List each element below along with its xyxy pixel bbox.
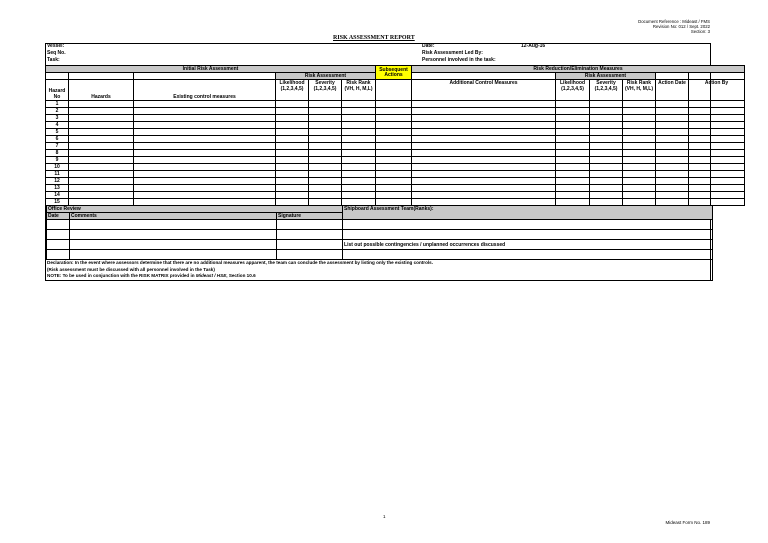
led-by-label: Risk Assessment Led By: xyxy=(422,50,483,56)
hazard-row xyxy=(46,143,745,150)
hazard-cell[interactable] xyxy=(556,171,590,178)
hazard-cell[interactable] xyxy=(656,122,689,129)
hazard-cell[interactable] xyxy=(309,115,342,122)
hazard-cell[interactable] xyxy=(412,185,556,192)
hazard-cell[interactable] xyxy=(134,129,276,136)
hazard-cell[interactable] xyxy=(412,122,556,129)
hazard-row xyxy=(46,157,745,164)
hazard-cell[interactable] xyxy=(689,101,745,108)
hazard-cell[interactable] xyxy=(656,157,689,164)
hazard-cell[interactable] xyxy=(590,108,623,115)
hazard-cell[interactable] xyxy=(556,150,590,157)
initial-risk-header: Initial Risk Assessment xyxy=(46,66,376,73)
hazard-cell[interactable] xyxy=(623,150,656,157)
hazard-cell[interactable] xyxy=(623,143,656,150)
hazard-cell[interactable] xyxy=(689,164,745,171)
reduced-likelihood-header: Likelihood (1,2,3,4,5) xyxy=(556,80,590,101)
reduction-risk-assessment-subheader: Risk Assessment xyxy=(556,73,656,80)
hazard-cell[interactable] xyxy=(134,157,276,164)
hazard-number: 7 xyxy=(46,143,69,150)
hazard-cell[interactable] xyxy=(134,178,276,185)
reduction-header: Risk Reduction/Elimination Measures xyxy=(412,66,745,73)
hazard-cell[interactable] xyxy=(689,143,745,150)
hazard-cell[interactable] xyxy=(276,101,309,108)
hazard-cell[interactable] xyxy=(412,108,556,115)
risk-matrix-note: NOTE: To be used in conjunction with the RISK MATRIX provided in Mideast / HSE, Section 10.6 xyxy=(47,273,256,278)
date-label: Date: xyxy=(422,43,435,49)
hazard-cell[interactable] xyxy=(412,136,556,143)
hazard-cell[interactable] xyxy=(376,136,412,143)
hazard-cell[interactable] xyxy=(276,192,309,199)
hazard-cell[interactable] xyxy=(309,108,342,115)
hazard-number: 10 xyxy=(46,164,69,171)
declaration-block xyxy=(46,260,712,280)
hazard-row xyxy=(46,192,745,199)
date-column-label: Date xyxy=(47,213,70,220)
hazard-cell[interactable] xyxy=(556,101,590,108)
hazard-cell[interactable] xyxy=(342,115,376,122)
hazard-cell[interactable] xyxy=(342,185,376,192)
hazard-number: 14 xyxy=(46,192,69,199)
hazard-cell[interactable] xyxy=(556,178,590,185)
declaration-text: Declaration: In the event where assessors determine that there are no additional measures apparent, the team can conclude the assessment by listing only the existing controls. xyxy=(47,260,433,265)
subsequent-actions-header: Subsequent Actions xyxy=(376,66,412,80)
additional-controls-header: Additional Control Measures xyxy=(412,80,556,101)
hazard-cell[interactable] xyxy=(590,192,623,199)
hazard-cell[interactable] xyxy=(412,171,556,178)
hazard-cell[interactable] xyxy=(656,108,689,115)
hazard-cell[interactable] xyxy=(689,108,745,115)
hazard-cell[interactable] xyxy=(623,129,656,136)
hazard-cell[interactable] xyxy=(342,192,376,199)
hazard-cell[interactable] xyxy=(590,122,623,129)
hazard-row xyxy=(46,136,745,143)
hazard-cell[interactable] xyxy=(412,178,556,185)
hazard-cell[interactable] xyxy=(276,164,309,171)
reduced-risk-rank-header: Risk Rank (VH, H, M,L) xyxy=(623,80,656,101)
hazard-cell[interactable] xyxy=(69,115,134,122)
hazard-cell[interactable] xyxy=(69,108,134,115)
hazard-cell[interactable] xyxy=(342,122,376,129)
hazard-cell[interactable] xyxy=(134,185,276,192)
hazard-cell[interactable] xyxy=(276,136,309,143)
initial-risk-assessment-subheader: Risk Assessment xyxy=(276,73,376,80)
risk-assessment-table xyxy=(45,65,745,206)
hazard-cell[interactable] xyxy=(656,115,689,122)
hazard-cell[interactable] xyxy=(309,143,342,150)
hazard-row xyxy=(46,171,745,178)
seq-no-label: Seq No. xyxy=(47,50,66,56)
hazard-cell[interactable] xyxy=(309,129,342,136)
hazard-row xyxy=(46,129,745,136)
task-label: Task: xyxy=(47,57,60,63)
hazard-cell[interactable] xyxy=(69,192,134,199)
bottom-section xyxy=(45,205,713,281)
hazard-cell[interactable] xyxy=(134,192,276,199)
revision-line: Revision No: 012 / Sept. 2022 xyxy=(652,24,710,29)
office-review-label: Office Review xyxy=(47,206,343,213)
hazard-cell[interactable] xyxy=(556,115,590,122)
hazard-cell[interactable] xyxy=(376,122,412,129)
hazard-cell[interactable] xyxy=(623,157,656,164)
hazard-cell[interactable] xyxy=(309,178,342,185)
hazard-number: 11 xyxy=(46,171,69,178)
review-date-cell[interactable] xyxy=(47,220,70,230)
hazard-cell[interactable] xyxy=(623,171,656,178)
hazard-cell[interactable] xyxy=(376,129,412,136)
comments-column-label: Comments xyxy=(70,213,277,220)
section-line: Section: 3 xyxy=(690,29,710,34)
hazard-cell[interactable] xyxy=(590,129,623,136)
hazard-cell[interactable] xyxy=(69,164,134,171)
hazard-cell[interactable] xyxy=(412,157,556,164)
hazard-number: 2 xyxy=(46,108,69,115)
shipboard-team-label: Shipboard Assessment Team(Ranks): xyxy=(343,206,713,220)
hazard-cell[interactable] xyxy=(309,122,342,129)
hazard-cell[interactable] xyxy=(412,150,556,157)
hazard-row xyxy=(46,150,745,157)
hazard-cell[interactable] xyxy=(276,150,309,157)
action-date-header: Action Date xyxy=(656,80,689,101)
hazard-cell[interactable] xyxy=(69,178,134,185)
hazard-row xyxy=(46,108,745,115)
hazard-cell[interactable] xyxy=(412,129,556,136)
hazard-cell[interactable] xyxy=(309,185,342,192)
hazard-number: 1 xyxy=(46,101,69,108)
hazard-cell[interactable] xyxy=(69,150,134,157)
hazard-cell[interactable] xyxy=(276,157,309,164)
hazards-header: Hazards xyxy=(69,80,134,101)
hazard-row xyxy=(46,122,745,129)
hazard-cell[interactable] xyxy=(69,136,134,143)
document-reference xyxy=(638,19,710,34)
hazard-cell[interactable] xyxy=(276,185,309,192)
hazard-row xyxy=(46,164,745,171)
hazard-cell[interactable] xyxy=(556,108,590,115)
hazard-cell[interactable] xyxy=(556,122,590,129)
doc-ref-line: Document Reference : Mideast / FMS xyxy=(638,19,710,24)
hazard-cell[interactable] xyxy=(342,171,376,178)
hazard-cell[interactable] xyxy=(69,185,134,192)
hazard-cell[interactable] xyxy=(656,129,689,136)
hazard-number: 9 xyxy=(46,157,69,164)
hazard-cell[interactable] xyxy=(309,101,342,108)
hazard-no-header: Hazard No xyxy=(46,80,69,101)
hazard-cell[interactable] xyxy=(623,136,656,143)
hazard-cell[interactable] xyxy=(623,164,656,171)
hazard-cell[interactable] xyxy=(342,136,376,143)
hazard-cell[interactable] xyxy=(276,122,309,129)
hazard-cell[interactable] xyxy=(412,192,556,199)
hazard-cell[interactable] xyxy=(342,101,376,108)
hazard-cell[interactable] xyxy=(134,115,276,122)
hazard-cell[interactable] xyxy=(376,192,412,199)
hazard-number: 13 xyxy=(46,185,69,192)
hazard-cell[interactable] xyxy=(689,129,745,136)
hazard-number: 4 xyxy=(46,122,69,129)
hazard-cell[interactable] xyxy=(134,101,276,108)
hazard-cell[interactable] xyxy=(134,143,276,150)
hazard-cell[interactable] xyxy=(590,136,623,143)
hazard-row xyxy=(46,115,745,122)
hazard-cell[interactable] xyxy=(134,136,276,143)
hazard-cell[interactable] xyxy=(342,129,376,136)
hazard-cell[interactable] xyxy=(69,122,134,129)
hazard-cell[interactable] xyxy=(623,192,656,199)
hazard-cell[interactable] xyxy=(376,115,412,122)
hazard-cell[interactable] xyxy=(69,143,134,150)
hazard-cell[interactable] xyxy=(309,192,342,199)
hazard-cell[interactable] xyxy=(342,108,376,115)
hazard-cell[interactable] xyxy=(556,129,590,136)
right-info-block xyxy=(422,43,496,64)
hazard-cell[interactable] xyxy=(623,115,656,122)
hazard-cell[interactable] xyxy=(656,150,689,157)
hazard-cell[interactable] xyxy=(689,157,745,164)
hazard-cell[interactable] xyxy=(590,178,623,185)
hazard-cell[interactable] xyxy=(276,178,309,185)
hazard-cell[interactable] xyxy=(689,192,745,199)
existing-controls-header: Existing control measures xyxy=(134,80,276,101)
team-cell[interactable] xyxy=(343,220,713,230)
hazard-cell[interactable] xyxy=(134,108,276,115)
hazard-cell[interactable] xyxy=(376,157,412,164)
contingencies-label: List out possible contingencies / unplanned occurrences discussed xyxy=(343,240,713,250)
hazard-cell[interactable] xyxy=(590,164,623,171)
hazard-cell[interactable] xyxy=(556,143,590,150)
hazard-cell[interactable] xyxy=(556,192,590,199)
hazard-row xyxy=(46,185,745,192)
hazard-cell[interactable] xyxy=(342,178,376,185)
hazard-cell[interactable] xyxy=(556,157,590,164)
page-number: 1 xyxy=(383,514,386,519)
hazard-cell[interactable] xyxy=(656,171,689,178)
hazard-cell[interactable] xyxy=(376,150,412,157)
hazard-cell[interactable] xyxy=(656,136,689,143)
hazard-cell[interactable] xyxy=(590,101,623,108)
severity-header: Severity (1,2,3,4,5) xyxy=(309,80,342,101)
hazard-cell[interactable] xyxy=(309,164,342,171)
hazard-cell[interactable] xyxy=(309,171,342,178)
review-signature-cell[interactable] xyxy=(277,220,343,230)
hazard-cell[interactable] xyxy=(309,157,342,164)
hazard-cell[interactable] xyxy=(590,150,623,157)
hazard-cell[interactable] xyxy=(276,171,309,178)
date-value: 12-Aug-16 xyxy=(521,43,546,49)
left-info-block xyxy=(47,43,66,64)
hazard-cell[interactable] xyxy=(656,143,689,150)
hazard-cell[interactable] xyxy=(623,101,656,108)
hazard-cell[interactable] xyxy=(376,171,412,178)
hazard-cell[interactable] xyxy=(689,122,745,129)
hazard-cell[interactable] xyxy=(376,178,412,185)
hazard-cell[interactable] xyxy=(689,115,745,122)
hazard-cell[interactable] xyxy=(309,136,342,143)
hazard-cell[interactable] xyxy=(656,178,689,185)
hazard-number: 3 xyxy=(46,115,69,122)
hazard-number: 8 xyxy=(46,150,69,157)
hazard-cell[interactable] xyxy=(376,108,412,115)
hazard-cell[interactable] xyxy=(69,101,134,108)
hazard-cell[interactable] xyxy=(134,122,276,129)
hazard-cell[interactable] xyxy=(656,164,689,171)
hazard-cell[interactable] xyxy=(342,164,376,171)
hazard-cell[interactable] xyxy=(376,185,412,192)
contingencies-cell[interactable] xyxy=(343,250,713,260)
action-by-header: Action By xyxy=(689,80,745,101)
hazard-cell[interactable] xyxy=(412,115,556,122)
hazard-cell[interactable] xyxy=(689,150,745,157)
likelihood-header: Likelihood (1,2,3,4,5) xyxy=(276,80,309,101)
review-comments-cell[interactable] xyxy=(70,220,277,230)
hazard-number: 6 xyxy=(46,136,69,143)
hazard-cell[interactable] xyxy=(556,136,590,143)
hazard-cell[interactable] xyxy=(656,101,689,108)
discussion-note: (Risk assessment must be discussed with all personnel involved in the Task) xyxy=(47,266,215,272)
hazard-cell[interactable] xyxy=(590,143,623,150)
hazard-cell[interactable] xyxy=(134,171,276,178)
hazard-cell[interactable] xyxy=(412,164,556,171)
hazard-row xyxy=(46,101,745,108)
hazard-cell[interactable] xyxy=(276,143,309,150)
hazard-row xyxy=(46,178,745,185)
hazard-cell[interactable] xyxy=(689,178,745,185)
hazard-cell[interactable] xyxy=(376,164,412,171)
risk-rank-header: Risk Rank (VH, H, M,L) xyxy=(342,80,376,101)
hazard-cell[interactable] xyxy=(656,192,689,199)
hazard-cell[interactable] xyxy=(590,157,623,164)
hazard-cell[interactable] xyxy=(134,164,276,171)
hazard-rows xyxy=(46,101,745,206)
hazard-cell[interactable] xyxy=(590,185,623,192)
hazard-cell[interactable] xyxy=(69,157,134,164)
hazard-cell[interactable] xyxy=(342,143,376,150)
hazard-cell[interactable] xyxy=(412,143,556,150)
hazard-cell[interactable] xyxy=(590,115,623,122)
form-number: Mideast Form No. 189 xyxy=(665,520,710,525)
hazard-cell[interactable] xyxy=(556,164,590,171)
hazard-number: 15 xyxy=(46,199,69,206)
hazard-cell[interactable] xyxy=(134,150,276,157)
vessel-label: Vessel: xyxy=(47,43,65,49)
hazard-cell[interactable] xyxy=(556,185,590,192)
hazard-cell[interactable] xyxy=(342,157,376,164)
reduced-severity-header: Severity (1,2,3,4,5) xyxy=(590,80,623,101)
hazard-cell[interactable] xyxy=(276,108,309,115)
hazard-cell[interactable] xyxy=(412,101,556,108)
hazard-cell[interactable] xyxy=(689,171,745,178)
hazard-cell[interactable] xyxy=(309,150,342,157)
hazard-cell[interactable] xyxy=(689,185,745,192)
hazard-cell[interactable] xyxy=(276,115,309,122)
hazard-number: 12 xyxy=(46,178,69,185)
hazard-cell[interactable] xyxy=(276,129,309,136)
hazard-cell[interactable] xyxy=(69,171,134,178)
hazard-cell[interactable] xyxy=(623,122,656,129)
hazard-cell[interactable] xyxy=(623,108,656,115)
signature-column-label: Signature xyxy=(277,213,343,220)
personnel-label: Personnel involved in the task: xyxy=(422,57,496,63)
hazard-cell[interactable] xyxy=(376,143,412,150)
report-title: RISK ASSESSMENT REPORT xyxy=(333,35,415,41)
hazard-cell[interactable] xyxy=(590,171,623,178)
hazard-cell[interactable] xyxy=(656,185,689,192)
hazard-cell[interactable] xyxy=(342,150,376,157)
hazard-cell[interactable] xyxy=(69,129,134,136)
hazard-cell[interactable] xyxy=(689,136,745,143)
hazard-cell[interactable] xyxy=(376,101,412,108)
hazard-cell[interactable] xyxy=(623,178,656,185)
hazard-number: 5 xyxy=(46,129,69,136)
hazard-cell[interactable] xyxy=(623,185,656,192)
